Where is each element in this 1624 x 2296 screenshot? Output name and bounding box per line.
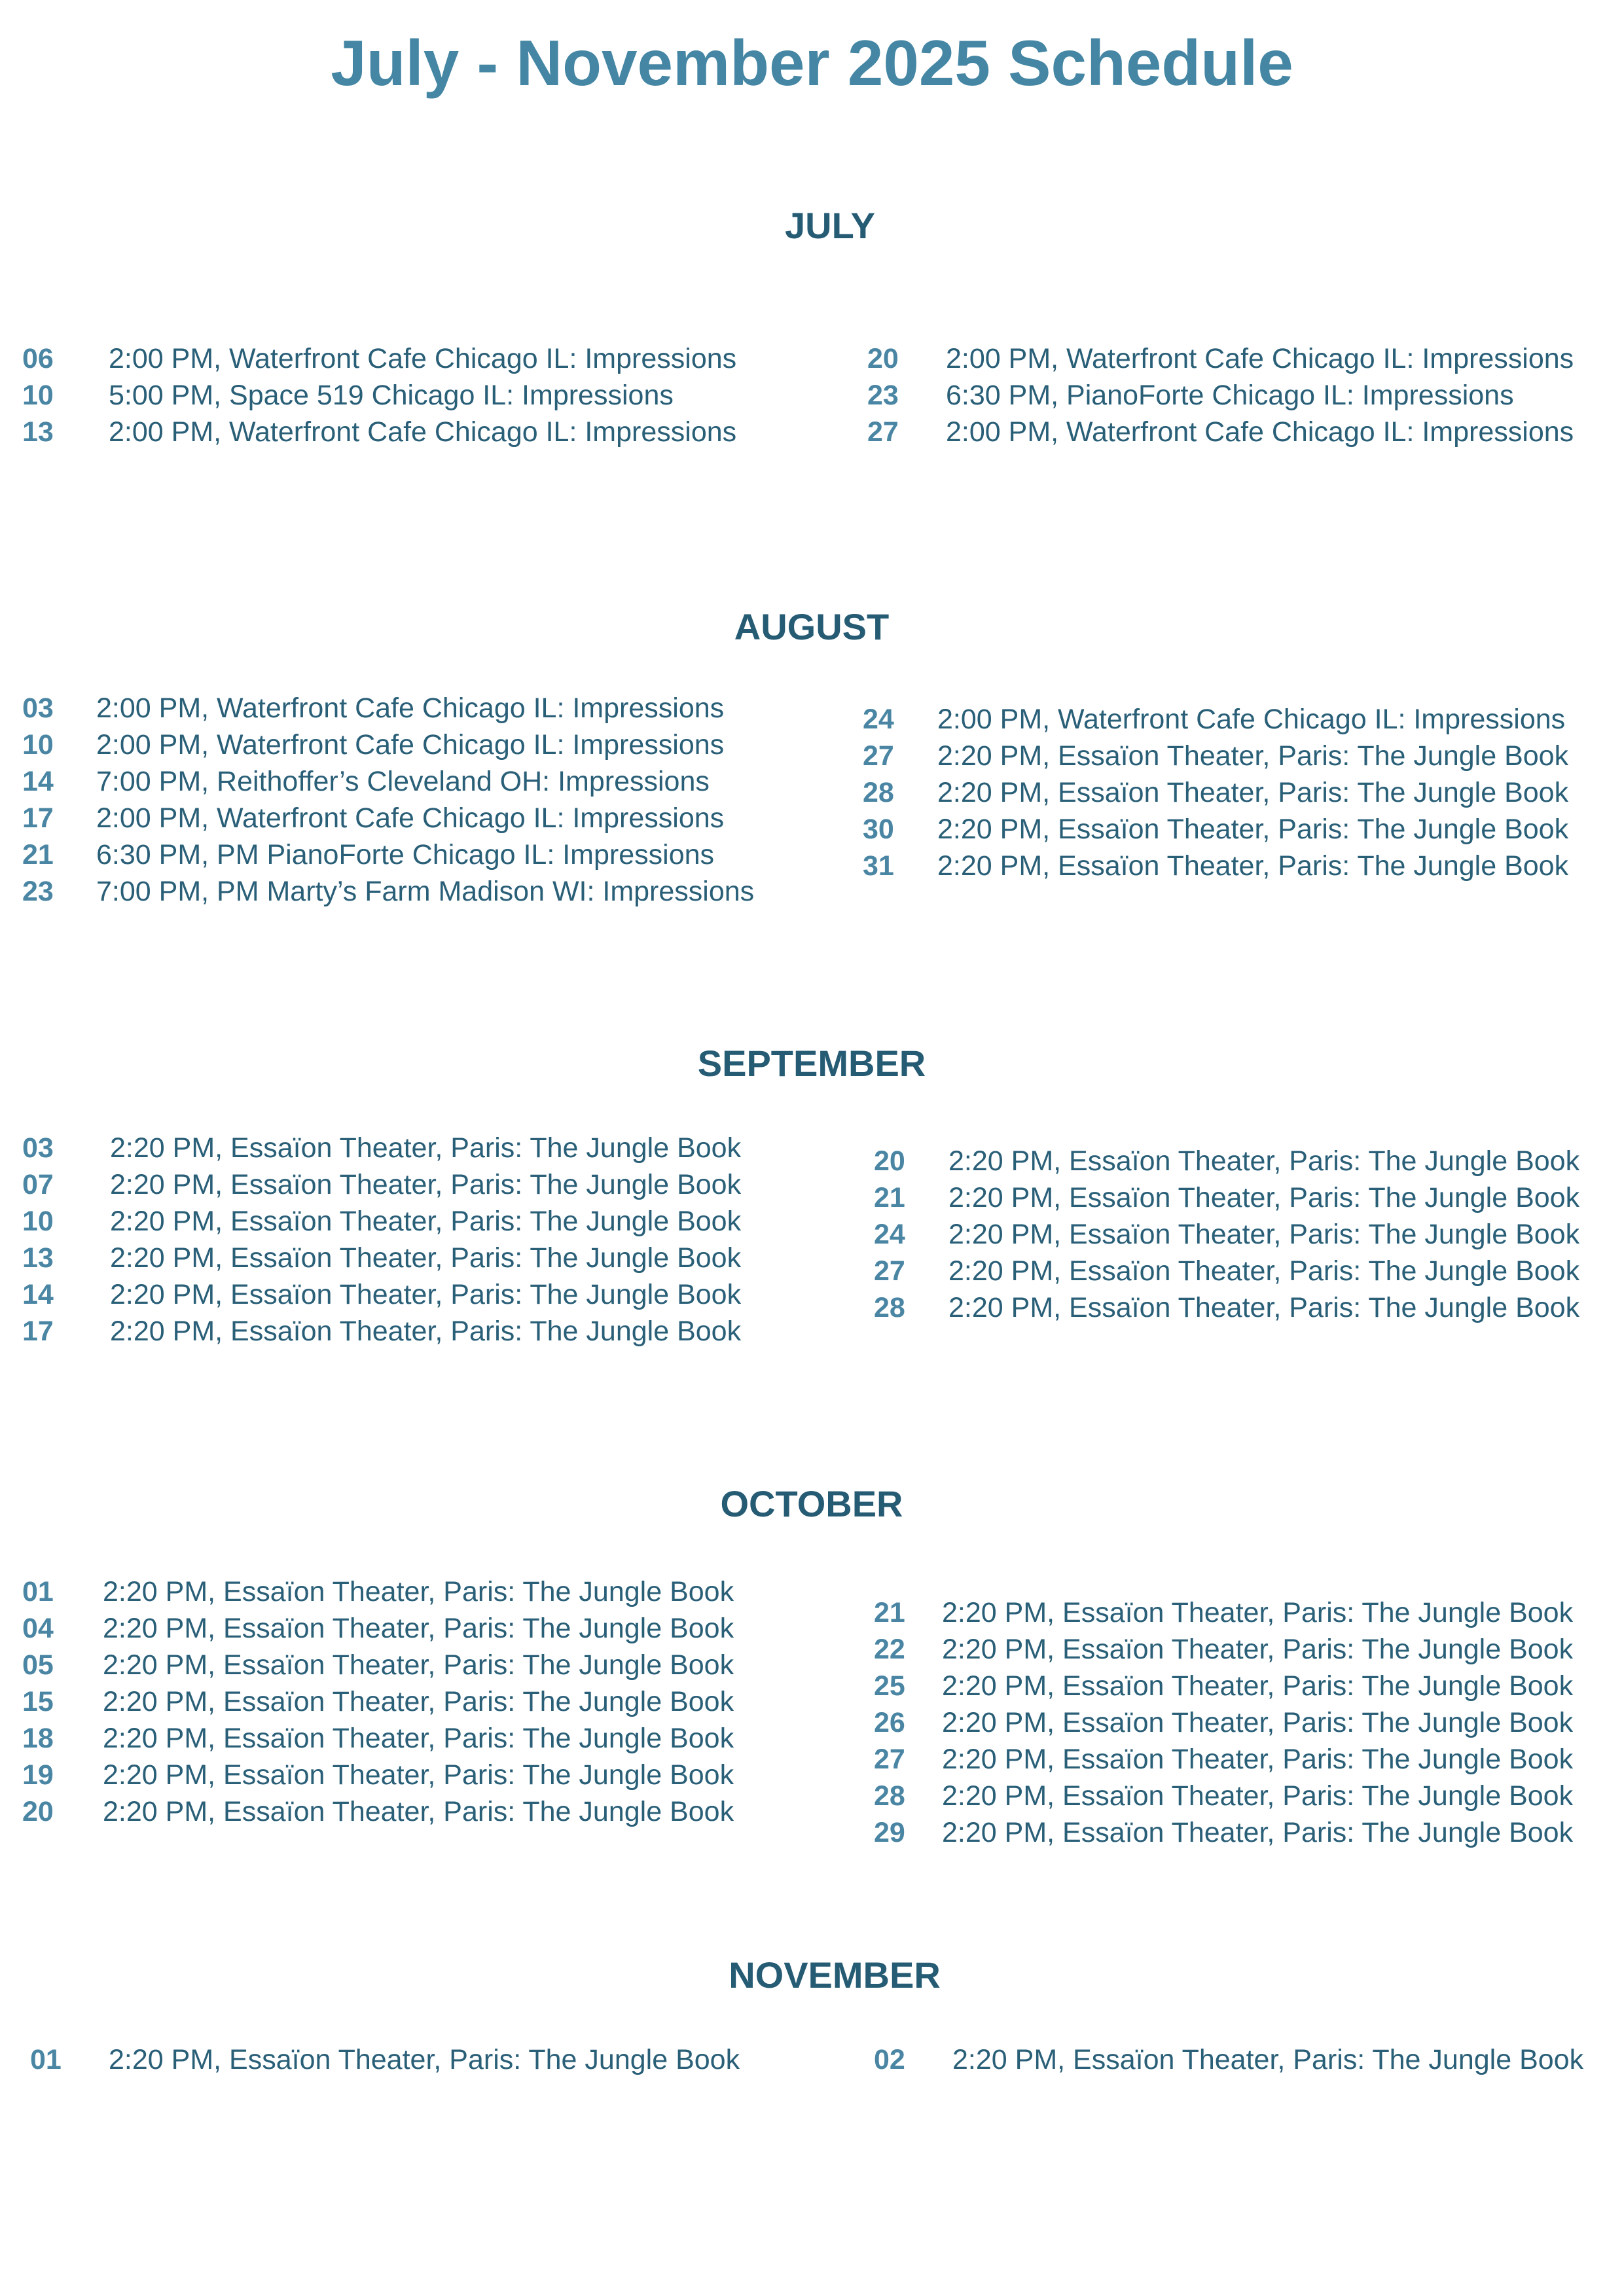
event-day: 03 xyxy=(22,1132,54,1164)
event-detail: 7:00 PM, PM Marty’s Farm Madison WI: Impressions xyxy=(96,876,755,907)
event-day: 20 xyxy=(867,343,899,374)
event-detail: 6:30 PM, PianoForte Chicago IL: Impressions xyxy=(946,380,1514,411)
event-day: 13 xyxy=(22,1242,54,1274)
event-detail: 2:00 PM, Waterfront Cafe Chicago IL: Impressions xyxy=(96,692,725,724)
event-detail: 2:20 PM, Essaïon Theater, Paris: The Jungle Book xyxy=(937,740,1569,772)
event-day: 22 xyxy=(874,1634,905,1665)
event-detail: 7:00 PM, Reithoffer’s Cleveland OH: Impressions xyxy=(96,766,710,797)
event-day: 28 xyxy=(863,777,894,808)
event-detail: 2:00 PM, Waterfront Cafe Chicago IL: Impressions xyxy=(937,704,1566,735)
event-detail: 2:20 PM, Essaïon Theater, Paris: The Jungle Book xyxy=(103,1759,734,1791)
month-heading-september: SEPTEMBER xyxy=(697,1043,926,1084)
event-day: 18 xyxy=(22,1723,54,1754)
event-detail: 2:20 PM, Essaïon Theater, Paris: The Jungle Book xyxy=(110,1279,742,1310)
event-detail: 2:20 PM, Essaïon Theater, Paris: The Jungle Book xyxy=(942,1744,1574,1775)
event-day: 01 xyxy=(22,1576,54,1607)
event-detail: 2:20 PM, Essaïon Theater, Paris: The Jungle Book xyxy=(103,1649,734,1681)
event-day: 27 xyxy=(874,1255,905,1287)
event-day: 20 xyxy=(874,1145,905,1177)
event-day: 21 xyxy=(874,1597,905,1628)
event-detail: 2:00 PM, Waterfront Cafe Chicago IL: Impressions xyxy=(946,416,1574,448)
event-detail: 2:20 PM, Essaïon Theater, Paris: The Jungle Book xyxy=(948,1219,1580,1250)
event-day: 01 xyxy=(30,2044,62,2075)
event-detail: 2:20 PM, Essaïon Theater, Paris: The Jungle Book xyxy=(942,1670,1574,1702)
event-day: 28 xyxy=(874,1292,905,1323)
event-detail: 2:00 PM, Waterfront Cafe Chicago IL: Impressions xyxy=(946,343,1574,374)
event-day: 06 xyxy=(22,343,54,374)
event-day: 28 xyxy=(874,1780,905,1812)
event-detail: 2:20 PM, Essaïon Theater, Paris: The Jungle Book xyxy=(948,1292,1580,1323)
event-detail: 2:20 PM, Essaïon Theater, Paris: The Jungle Book xyxy=(952,2044,1584,2075)
event-day: 25 xyxy=(874,1670,905,1702)
event-day: 17 xyxy=(22,802,54,834)
event-detail: 2:20 PM, Essaïon Theater, Paris: The Jungle Book xyxy=(942,1597,1574,1628)
event-day: 19 xyxy=(22,1759,54,1791)
event-detail: 2:00 PM, Waterfront Cafe Chicago IL: Impressions xyxy=(96,729,725,761)
event-detail: 2:20 PM, Essaïon Theater, Paris: The Jungle Book xyxy=(103,1723,734,1754)
event-day: 24 xyxy=(874,1219,905,1250)
event-detail: 2:00 PM, Waterfront Cafe Chicago IL: Impressions xyxy=(109,343,737,374)
page-title: July - November 2025 Schedule xyxy=(331,27,1293,99)
event-day: 27 xyxy=(867,416,899,448)
event-day: 27 xyxy=(874,1744,905,1775)
month-heading-august: AUGUST xyxy=(734,606,890,647)
event-detail: 2:20 PM, Essaïon Theater, Paris: The Jungle Book xyxy=(103,1576,734,1607)
event-detail: 2:20 PM, Essaïon Theater, Paris: The Jungle Book xyxy=(948,1182,1580,1213)
event-day: 14 xyxy=(22,766,54,797)
event-day: 30 xyxy=(863,814,894,845)
event-day: 15 xyxy=(22,1686,54,1717)
event-day: 23 xyxy=(867,380,899,411)
event-detail: 2:20 PM, Essaïon Theater, Paris: The Jungle Book xyxy=(110,1169,742,1200)
event-day: 21 xyxy=(874,1182,905,1213)
event-detail: 2:20 PM, Essaïon Theater, Paris: The Jungle Book xyxy=(937,777,1569,808)
event-day: 10 xyxy=(22,729,54,761)
event-detail: 2:20 PM, Essaïon Theater, Paris: The Jungle Book xyxy=(942,1634,1574,1665)
event-day: 20 xyxy=(22,1796,54,1827)
event-day: 10 xyxy=(22,1206,54,1237)
event-detail: 2:20 PM, Essaïon Theater, Paris: The Jungle Book xyxy=(937,850,1569,882)
event-detail: 6:30 PM, PM PianoForte Chicago IL: Impressions xyxy=(96,839,715,870)
event-detail: 2:20 PM, Essaïon Theater, Paris: The Jungle Book xyxy=(103,1686,734,1717)
event-detail: 2:20 PM, Essaïon Theater, Paris: The Jungle Book xyxy=(942,1817,1574,1848)
event-detail: 2:20 PM, Essaïon Theater, Paris: The Jungle Book xyxy=(937,814,1569,845)
event-day: 23 xyxy=(22,876,54,907)
event-day: 26 xyxy=(874,1707,905,1738)
event-day: 24 xyxy=(863,704,894,735)
event-detail: 2:20 PM, Essaïon Theater, Paris: The Jungle Book xyxy=(110,1242,742,1274)
event-detail: 2:20 PM, Essaïon Theater, Paris: The Jungle Book xyxy=(948,1255,1580,1287)
event-detail: 2:20 PM, Essaïon Theater, Paris: The Jungle Book xyxy=(103,1613,734,1644)
event-day: 14 xyxy=(22,1279,54,1310)
event-day: 27 xyxy=(863,740,894,772)
event-day: 17 xyxy=(22,1316,54,1347)
event-day: 13 xyxy=(22,416,54,448)
event-detail: 2:20 PM, Essaïon Theater, Paris: The Jungle Book xyxy=(109,2044,740,2075)
event-day: 05 xyxy=(22,1649,54,1681)
event-day: 07 xyxy=(22,1169,54,1200)
event-day: 10 xyxy=(22,380,54,411)
event-day: 29 xyxy=(874,1817,905,1848)
event-detail: 2:00 PM, Waterfront Cafe Chicago IL: Impressions xyxy=(109,416,737,448)
event-day: 03 xyxy=(22,692,54,724)
event-detail: 5:00 PM, Space 519 Chicago IL: Impressions xyxy=(109,380,674,411)
event-day: 04 xyxy=(22,1613,54,1644)
month-heading-october: OCTOBER xyxy=(720,1483,903,1524)
month-heading-july: JULY xyxy=(784,205,875,246)
event-detail: 2:00 PM, Waterfront Cafe Chicago IL: Impressions xyxy=(96,802,725,834)
event-day: 31 xyxy=(863,850,894,882)
event-detail: 2:20 PM, Essaïon Theater, Paris: The Jungle Book xyxy=(942,1780,1574,1812)
event-day: 21 xyxy=(22,839,54,870)
event-detail: 2:20 PM, Essaïon Theater, Paris: The Jungle Book xyxy=(103,1796,734,1827)
event-day: 02 xyxy=(874,2044,905,2075)
month-heading-november: NOVEMBER xyxy=(729,1954,941,1996)
event-detail: 2:20 PM, Essaïon Theater, Paris: The Jungle Book xyxy=(948,1145,1580,1177)
event-detail: 2:20 PM, Essaïon Theater, Paris: The Jungle Book xyxy=(110,1316,742,1347)
event-detail: 2:20 PM, Essaïon Theater, Paris: The Jungle Book xyxy=(942,1707,1574,1738)
event-detail: 2:20 PM, Essaïon Theater, Paris: The Jungle Book xyxy=(110,1132,742,1164)
event-detail: 2:20 PM, Essaïon Theater, Paris: The Jungle Book xyxy=(110,1206,742,1237)
